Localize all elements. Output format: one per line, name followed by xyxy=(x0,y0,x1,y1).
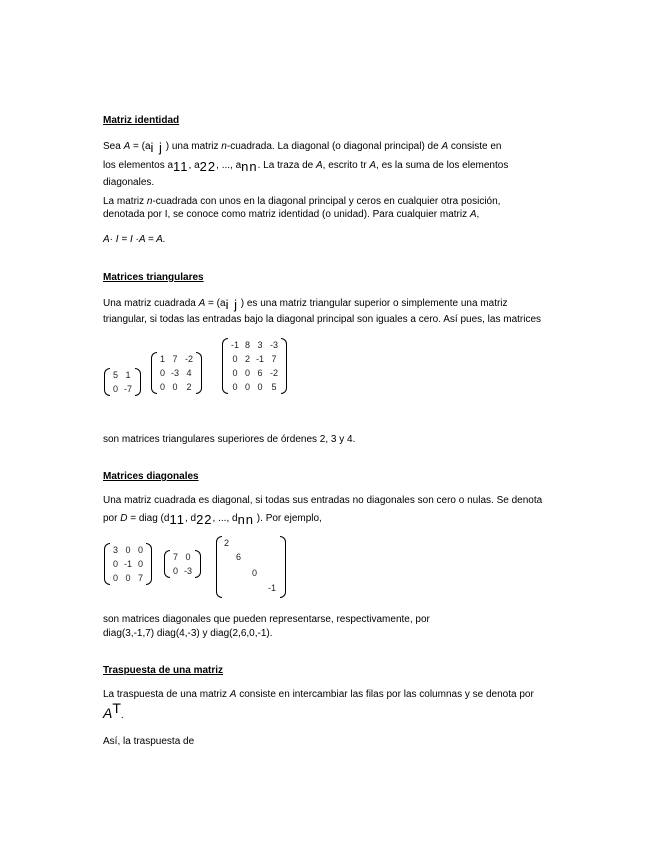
text: . xyxy=(120,710,124,721)
matrix-entry: 6 xyxy=(257,368,263,378)
matrix-entry: -2 xyxy=(185,354,194,364)
matrix-row xyxy=(170,550,195,564)
matrix-row xyxy=(157,380,196,394)
matrix-row xyxy=(170,564,195,578)
matrix-row xyxy=(228,352,281,366)
matrix-table xyxy=(228,338,281,394)
paragraph-traspuesta-definicion xyxy=(103,686,543,725)
text: = (a xyxy=(130,141,151,152)
text: . La traza de xyxy=(257,160,316,171)
matrix-row xyxy=(110,368,135,382)
matrix-entry: -3 xyxy=(171,368,180,378)
subscript: i j xyxy=(225,297,238,312)
matrix-entry: 3 xyxy=(257,340,263,350)
left-bracket xyxy=(216,536,222,598)
matrix-diagonal-2x2 xyxy=(164,550,201,578)
text: Una matriz cuadrada xyxy=(103,298,199,309)
paragraph-diagonales-representacion xyxy=(103,613,543,641)
text: = (a xyxy=(205,298,226,309)
matrix-entry: 7 xyxy=(172,354,178,364)
equation-identidad: A· I = I ·A = A. xyxy=(103,234,166,245)
text: consiste en intercambiar las filas por las columnas y se denota por xyxy=(236,689,534,700)
matrix-entry: 3 xyxy=(113,545,119,555)
matrix-entry: 7 xyxy=(271,354,277,364)
text: Sea xyxy=(103,141,124,152)
subscript: 22 xyxy=(199,159,217,174)
text: A xyxy=(229,689,237,700)
matrix-entry: 0 xyxy=(113,384,119,394)
matrix-entry: 0 xyxy=(138,559,144,569)
matrix-row xyxy=(157,352,196,366)
paragraph-diagonales-definicion xyxy=(103,493,548,527)
matrix-table xyxy=(170,550,195,578)
right-bracket xyxy=(281,338,287,394)
text: n xyxy=(221,141,227,152)
left-bracket xyxy=(104,368,110,396)
text: diagonales. xyxy=(103,177,155,188)
matrix-entry: 0 xyxy=(245,368,251,378)
text: A xyxy=(441,141,449,152)
text: los elementos a xyxy=(103,160,174,171)
matrix-table xyxy=(110,543,146,585)
heading-matrices-diagonales: Matrices diagonales xyxy=(103,471,199,482)
matrix-triangular-2x2 xyxy=(104,368,141,396)
text: , xyxy=(476,209,480,220)
text: = diag (d xyxy=(127,513,170,524)
text: , d xyxy=(184,513,197,524)
matrix-entry: 0 xyxy=(185,552,191,562)
subscript: 11 xyxy=(173,159,189,174)
text: La matriz xyxy=(103,196,147,207)
heading-matrices-triangulares: Matrices triangulares xyxy=(103,272,204,283)
paragraph-identidad-unidad xyxy=(103,195,538,221)
text: son matrices diagonales que pueden representarse, respectivamente, por xyxy=(103,614,430,625)
left-bracket xyxy=(164,550,170,578)
text: A xyxy=(103,705,113,721)
matrix-row xyxy=(228,338,281,352)
matrix-entry: 0 xyxy=(173,566,179,576)
text: ) es una matriz triangular superior o simplemente una matriz triangular, si todas las entradas bajo la diagonal principal son iguales a cero. Así pues, las matrices xyxy=(103,298,542,325)
subscript: nn xyxy=(241,159,258,174)
text: A xyxy=(469,209,477,220)
matrix-entry: 7 xyxy=(173,552,179,562)
text: , ..., d xyxy=(212,513,238,524)
text: ) una matriz xyxy=(162,141,222,152)
matrix-entry: 5 xyxy=(271,382,277,392)
matrix-entry: 0 xyxy=(125,545,131,555)
matrix-triangular-4x4 xyxy=(222,338,287,394)
matrix-entry: 1 xyxy=(160,354,166,364)
matrix-entry: 2 xyxy=(186,382,192,392)
matrix-row xyxy=(157,366,196,380)
matrix-entry: -7 xyxy=(124,384,133,394)
heading-matriz-identidad: Matriz identidad xyxy=(103,115,180,126)
matrix-entry: 0 xyxy=(113,573,119,583)
matrix-entry: 2 xyxy=(224,538,230,548)
matrix-entry: 0 xyxy=(172,382,178,392)
matrix-entry: 0 xyxy=(252,568,258,578)
matrix-entry: 6 xyxy=(236,552,242,562)
text: diag(3,-1,7) diag(4,-3) y diag(2,6,0,-1). xyxy=(103,628,273,639)
left-bracket xyxy=(151,352,157,394)
matrix-entry: 0 xyxy=(160,382,166,392)
text: A xyxy=(123,141,131,152)
matrix-entry: -1 xyxy=(231,340,240,350)
right-bracket xyxy=(146,543,152,585)
paragraph-triangulares-ordenes: son matrices triangulares superiores de órdenes 2, 3 y 4. xyxy=(103,434,356,445)
subscript: 22 xyxy=(196,512,213,527)
matrix-diagonal-3x3 xyxy=(104,543,152,585)
matrix-entry: 0 xyxy=(232,354,238,364)
subscript: i j xyxy=(150,140,163,155)
matrix-triangular-3x3 xyxy=(151,352,202,394)
matrix-row xyxy=(228,366,281,380)
matrix-entry: -1 xyxy=(268,583,277,593)
text: -cuadrada con unos en la diagonal principal y ceros en cualquier otra posición, denotada por I, se conoce como matriz identidad (o unidad). Para cualquier matriz xyxy=(103,196,501,220)
matrix-entry: 0 xyxy=(232,382,238,392)
matrix-entry: 5 xyxy=(113,370,119,380)
matrix-table xyxy=(110,368,135,396)
subscript: 11 xyxy=(169,512,185,527)
matrix-entry: -3 xyxy=(270,340,279,350)
subscript: nn xyxy=(237,512,255,527)
matrix-row xyxy=(110,382,135,396)
right-bracket xyxy=(196,352,202,394)
paragraph-traspuesta-ejemplo: Así, la traspuesta de xyxy=(103,736,195,747)
right-bracket xyxy=(280,536,286,598)
matrix-entry: 0 xyxy=(232,368,238,378)
text: -cuadrada. La diagonal (o diagonal principal) de xyxy=(226,141,442,152)
matrix-table xyxy=(157,352,196,394)
text: D xyxy=(120,513,128,524)
matrix-row xyxy=(110,557,146,571)
text: , ..., a xyxy=(216,160,242,171)
right-bracket xyxy=(135,368,141,396)
matrix-entry: -1 xyxy=(256,354,265,364)
matrix-entry: 0 xyxy=(138,545,144,555)
text: A xyxy=(198,298,206,309)
matrix-row xyxy=(110,571,146,585)
text: ). Por ejemplo, xyxy=(254,513,322,524)
left-bracket xyxy=(104,543,110,585)
text: Una matriz cuadrada es diagonal, si todas sus entradas no diagonales son cero o nulas. Se denota por xyxy=(103,495,543,524)
left-bracket xyxy=(222,338,228,394)
heading-traspuesta: Traspuesta de una matriz xyxy=(103,665,224,676)
matrix-entry: 2 xyxy=(245,354,251,364)
text: n xyxy=(146,196,153,207)
text: , es la suma de los elementos xyxy=(376,160,509,171)
paragraph-identidad-definicion xyxy=(103,136,543,191)
matrix-row xyxy=(110,543,146,557)
matrix-entry: -1 xyxy=(124,559,133,569)
matrix-row xyxy=(228,380,281,394)
right-bracket xyxy=(195,550,201,578)
superscript: T xyxy=(112,700,121,716)
matrix-entry: 0 xyxy=(113,559,119,569)
text: consiste en xyxy=(448,141,502,152)
text: A xyxy=(369,160,377,171)
matrix-entry: 0 xyxy=(257,382,263,392)
matrix-entry: 0 xyxy=(160,368,166,378)
matrix-entry: 4 xyxy=(186,368,192,378)
paragraph-triangulares-definicion xyxy=(103,294,543,328)
matrix-entry: 8 xyxy=(245,340,251,350)
matrix-entry: 7 xyxy=(138,573,144,583)
text: La traspuesta de una matriz xyxy=(103,689,230,700)
text: , a xyxy=(188,160,200,171)
matrix-entry: -3 xyxy=(184,566,193,576)
matrix-entry: 0 xyxy=(245,382,251,392)
text: A xyxy=(316,160,323,171)
text: , escrito tr xyxy=(322,160,370,171)
matrix-diagonal-4x4 xyxy=(216,536,286,598)
matrix-entry: -2 xyxy=(270,368,279,378)
matrix-entry: 0 xyxy=(125,573,131,583)
matrix-entry: 1 xyxy=(125,370,131,380)
